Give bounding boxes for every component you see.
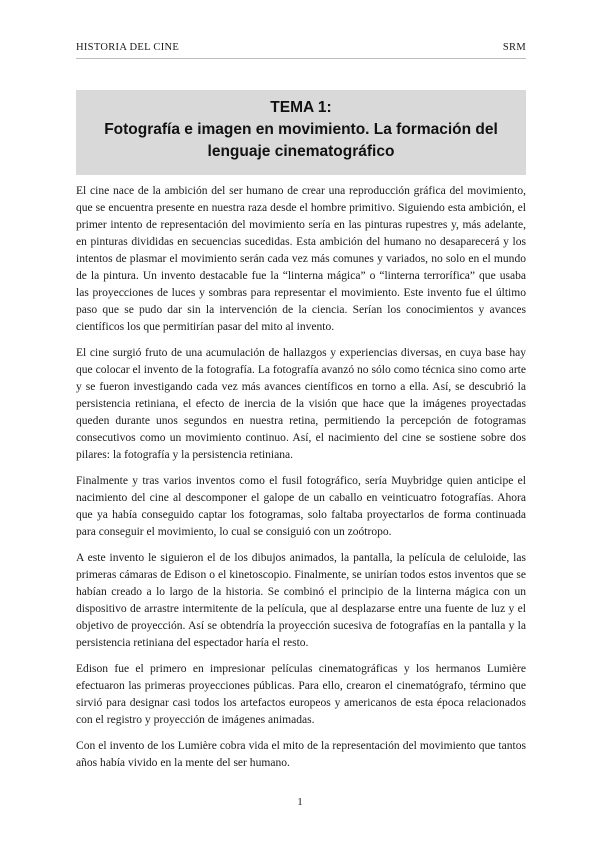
paragraph-2: El cine surgió fruto de una acumulación de hallazgos y experiencias diversas, en cuya base hay que colocar el invento de la fotografía. La fotografía avanzó no sólo como técnica sino como arte y se fueron investigando cada vez más avances científicos en torno a ella. Así, se descubrió la persistencia retiniana, el efecto de inercia de la visión que hace que la imágenes proyectadas queden durante unos segundos en nuestra retina, permitiendo la percepción de fotogramas consecutivos como un movimiento continuo. Así, el nacimiento del cine se sostiene sobre dos pilares: la fotografía y la persistencia retiniana. [76,347,526,461]
chapter-title-box [76,90,526,175]
header-course-title: HISTORIA DEL CINE [76,42,180,53]
paragraph-3: Finalmente y tras varios inventos como el fusil fotográfico, sería Muybridge quien anticipe el nacimiento del cine al descomponer el galope de un caballo en veinticuatro fotografías. Ahora que ya había conseguido captar los fotogramas, solo faltaba proyectarlos de forma continuada para conseguir el movimiento, lo cual se consiguió con un zoótropo. [76,475,526,538]
body-text [76,183,526,781]
header-author-initials: SRM [502,42,526,53]
chapter-title: Fotografía e imagen en movimiento. La formación del lenguaje cinematográfico [104,121,498,160]
page-number: 1 [297,796,303,808]
paragraph-6: Con el invento de los Lumière cobra vida el mito de la representación del movimiento que tantos años había vivido en la mente del ser humano. [76,740,526,769]
chapter-number: TEMA 1: [270,99,332,116]
paragraph-5: Edison fue el primero en impresionar películas cinematográficas y los hermanos Lumière efectuaron las primeras proyecciones públicas. Para ello, crearon el cinematógrafo, término que sirvió para designar casi todos los artefactos europeos y americanos de esta época relacionados con el registro y proyección de imágenes animadas. [76,663,526,726]
page-header [76,37,526,53]
paragraph-4: A este invento le siguieron el de los dibujos animados, la pantalla, la película de celuloide, las primeras cámaras de Edison o el kinetoscopio. Finalmente, se unirían todos estos inventos que se habían creado a lo largo de la historia. Se combinó el principio de la linterna mágica con un dispositivo de arrastre intermitente de la película, que al desplazarse entre una fuente de luz y el objetivo de proyección. Así se obtendría la proyección sucesiva de fotografías en la pantalla y la persistencia retiniana del espectador haría el resto. [76,552,526,649]
paragraph-1: El cine nace de la ambición del ser humano de crear una reproducción gráfica del movimiento, que se encuentra presente en nuestra raza desde el hombre primitivo. Siguiendo esta ambición, el primer intento de representación del movimiento sería en las pinturas rupestres y, más adelante, en pinturas divididas en secuencias sucedidas. Esta ambición del humano no desaparecerá y los intentos de plasmar el movimiento serán cada vez más comunes y variados, no solo en el mundo de la pintura. Un invento destacable fue la “linterna mágica” o “linterna terrorífica” que usaba las proyecciones de luces y sombras para representar el movimiento. Este invento fue el último paso que se pudo dar sin la intervención de la ciencia. Serían los conocimientos y avances científicos los que permitirían pasar del mito al invento. [76,185,526,333]
header-divider [76,58,526,59]
